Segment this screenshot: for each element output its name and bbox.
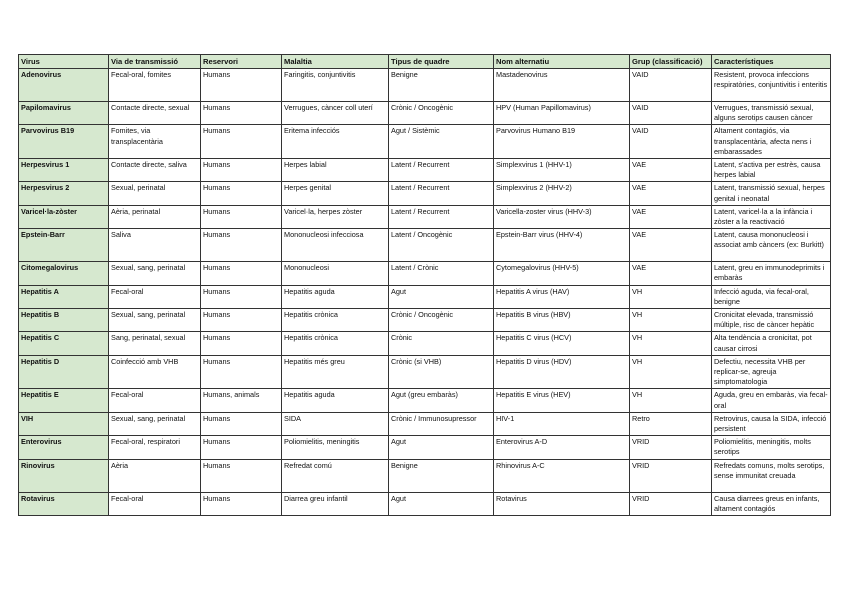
- header-reservoir: Reservori: [201, 55, 282, 69]
- cell-reservoir: Humans: [201, 436, 282, 459]
- cell-virus: Herpesvirus 2: [19, 182, 109, 205]
- table-header-row: [19, 55, 831, 69]
- cell-transmission: Fecal-oral: [109, 285, 201, 308]
- cell-alternative-name: Varicella-zoster virus (HHV-3): [494, 205, 630, 228]
- cell-characteristics: Latent, s'activa per estrès, causa herpes labial: [712, 159, 831, 182]
- cell-virus: Citomegalovirus: [19, 262, 109, 285]
- virus-table: [18, 54, 831, 516]
- cell-transmission: Fecal-oral: [109, 492, 201, 515]
- cell-virus: Hepatitis E: [19, 389, 109, 412]
- cell-reservoir: Humans: [201, 332, 282, 355]
- cell-transmission: Sexual, sang, perinatal: [109, 412, 201, 435]
- cell-condition-type: Benigne: [389, 69, 494, 102]
- cell-characteristics: Retrovirus, causa la SIDA, infecció persistent: [712, 412, 831, 435]
- cell-group: VRID: [630, 492, 712, 515]
- cell-condition-type: Latent / Recurrent: [389, 182, 494, 205]
- table-row: [19, 69, 831, 102]
- cell-disease: Eritema infecciós: [282, 125, 389, 159]
- header-disease: Malaltia: [282, 55, 389, 69]
- cell-alternative-name: HIV-1: [494, 412, 630, 435]
- cell-group: VRID: [630, 459, 712, 492]
- cell-disease: Mononucleosi: [282, 262, 389, 285]
- cell-disease: Faringitis, conjuntivitis: [282, 69, 389, 102]
- cell-group: VAE: [630, 262, 712, 285]
- cell-disease: Mononucleosi infecciosa: [282, 229, 389, 262]
- cell-alternative-name: Rhinovirus A-C: [494, 459, 630, 492]
- cell-condition-type: Crònic / Oncogènic: [389, 309, 494, 332]
- header-alternative-name: Nom alternatiu: [494, 55, 630, 69]
- cell-characteristics: Latent, transmissió sexual, herpes genital i neonatal: [712, 182, 831, 205]
- table-row: [19, 412, 831, 435]
- table-row: [19, 332, 831, 355]
- cell-disease: Hepatitis aguda: [282, 389, 389, 412]
- cell-virus: Papilomavirus: [19, 102, 109, 125]
- cell-reservoir: Humans: [201, 182, 282, 205]
- cell-transmission: Sang, perinatal, sexual: [109, 332, 201, 355]
- cell-virus: Rinovirus: [19, 459, 109, 492]
- cell-condition-type: Latent / Crònic: [389, 262, 494, 285]
- cell-virus: Varicel·la-zòster: [19, 205, 109, 228]
- cell-condition-type: Agut: [389, 492, 494, 515]
- cell-alternative-name: Hepatitis D virus (HDV): [494, 355, 630, 389]
- table-row: [19, 125, 831, 159]
- cell-characteristics: Alta tendència a cronicitat, pot causar cirrosi: [712, 332, 831, 355]
- cell-condition-type: Agut / Sistèmic: [389, 125, 494, 159]
- cell-transmission: Fecal-oral, fomites: [109, 69, 201, 102]
- table-row: [19, 285, 831, 308]
- cell-virus: Parvovirus B19: [19, 125, 109, 159]
- cell-group: VAID: [630, 102, 712, 125]
- cell-alternative-name: Epstein-Barr virus (HHV-4): [494, 229, 630, 262]
- cell-disease: SIDA: [282, 412, 389, 435]
- table-row: [19, 309, 831, 332]
- cell-characteristics: Latent, varicel·la a la infància i zòster a la reactivació: [712, 205, 831, 228]
- cell-virus: Hepatitis C: [19, 332, 109, 355]
- cell-disease: Verrugues, càncer coll uterí: [282, 102, 389, 125]
- cell-condition-type: Latent / Oncogènic: [389, 229, 494, 262]
- cell-virus: Herpesvirus 1: [19, 159, 109, 182]
- cell-disease: Refredat comú: [282, 459, 389, 492]
- cell-virus: Rotavirus: [19, 492, 109, 515]
- cell-virus: Hepatitis D: [19, 355, 109, 389]
- cell-alternative-name: Mastadenovirus: [494, 69, 630, 102]
- cell-condition-type: Agut (greu embaràs): [389, 389, 494, 412]
- cell-group: VAID: [630, 125, 712, 159]
- cell-virus: Epstein-Barr: [19, 229, 109, 262]
- cell-alternative-name: Enterovirus A-D: [494, 436, 630, 459]
- cell-transmission: Fecal-oral: [109, 389, 201, 412]
- cell-reservoir: Humans: [201, 102, 282, 125]
- cell-characteristics: Aguda, greu en embaràs, via fecal-oral: [712, 389, 831, 412]
- cell-disease: Herpes labial: [282, 159, 389, 182]
- cell-reservoir: Humans: [201, 309, 282, 332]
- cell-group: VH: [630, 332, 712, 355]
- cell-reservoir: Humans: [201, 285, 282, 308]
- cell-alternative-name: HPV (Human Papillomavirus): [494, 102, 630, 125]
- cell-disease: Hepatitis crònica: [282, 332, 389, 355]
- cell-characteristics: Resistent, provoca infeccions respiratòries, conjuntivitis i enteritis: [712, 69, 831, 102]
- cell-condition-type: Crònic: [389, 332, 494, 355]
- cell-characteristics: Latent, causa mononucleosi i associat amb càncers (ex: Burkitt): [712, 229, 831, 262]
- cell-group: VAE: [630, 229, 712, 262]
- cell-group: VH: [630, 355, 712, 389]
- cell-transmission: Contacte directe, sexual: [109, 102, 201, 125]
- cell-transmission: Sexual, sang, perinatal: [109, 262, 201, 285]
- header-group: Grup (classificació): [630, 55, 712, 69]
- cell-virus: VIH: [19, 412, 109, 435]
- cell-alternative-name: Hepatitis B virus (HBV): [494, 309, 630, 332]
- table-row: [19, 262, 831, 285]
- cell-characteristics: Poliomielitis, meningitis, molts serotips: [712, 436, 831, 459]
- cell-group: VAID: [630, 69, 712, 102]
- table-row: [19, 182, 831, 205]
- cell-transmission: Fomites, via transplacentària: [109, 125, 201, 159]
- cell-transmission: Sexual, perinatal: [109, 182, 201, 205]
- cell-reservoir: Humans: [201, 492, 282, 515]
- cell-transmission: Fecal-oral, respiratori: [109, 436, 201, 459]
- cell-virus: Hepatitis B: [19, 309, 109, 332]
- cell-reservoir: Humans: [201, 69, 282, 102]
- cell-characteristics: Altament contagiós, via transplacentària, afecta nens i embarassades: [712, 125, 831, 159]
- cell-alternative-name: Hepatitis A virus (HAV): [494, 285, 630, 308]
- cell-disease: Hepatitis més greu: [282, 355, 389, 389]
- cell-disease: Poliomielitis, meningitis: [282, 436, 389, 459]
- cell-condition-type: Latent / Recurrent: [389, 205, 494, 228]
- cell-alternative-name: Hepatitis C virus (HCV): [494, 332, 630, 355]
- cell-alternative-name: Simplexvirus 2 (HHV-2): [494, 182, 630, 205]
- cell-group: VAE: [630, 159, 712, 182]
- cell-transmission: Saliva: [109, 229, 201, 262]
- cell-reservoir: Humans: [201, 459, 282, 492]
- cell-reservoir: Humans: [201, 125, 282, 159]
- cell-transmission: Contacte directe, saliva: [109, 159, 201, 182]
- cell-disease: Herpes genital: [282, 182, 389, 205]
- cell-condition-type: Latent / Recurrent: [389, 159, 494, 182]
- cell-characteristics: Infecció aguda, via fecal-oral, benigne: [712, 285, 831, 308]
- cell-group: VH: [630, 389, 712, 412]
- table-row: [19, 389, 831, 412]
- cell-virus: Enterovirus: [19, 436, 109, 459]
- cell-characteristics: Verrugues, transmissió sexual, alguns serotips causen càncer: [712, 102, 831, 125]
- table-row: [19, 159, 831, 182]
- cell-characteristics: Causa diarrees greus en infants, altament contagiós: [712, 492, 831, 515]
- cell-virus: Hepatitis A: [19, 285, 109, 308]
- cell-disease: Hepatitis aguda: [282, 285, 389, 308]
- table-row: [19, 229, 831, 262]
- cell-reservoir: Humans: [201, 159, 282, 182]
- header-characteristics: Característiques: [712, 55, 831, 69]
- header-virus: Virus: [19, 55, 109, 69]
- cell-reservoir: Humans: [201, 229, 282, 262]
- table-row: [19, 459, 831, 492]
- cell-condition-type: Crònic / Immunosupressor: [389, 412, 494, 435]
- cell-characteristics: Cronicitat elevada, transmissió múltiple, risc de càncer hepàtic: [712, 309, 831, 332]
- table-row: [19, 436, 831, 459]
- cell-disease: Varicel·la, herpes zòster: [282, 205, 389, 228]
- cell-condition-type: Benigne: [389, 459, 494, 492]
- cell-group: Retro: [630, 412, 712, 435]
- cell-alternative-name: Rotavirus: [494, 492, 630, 515]
- cell-reservoir: Humans, animals: [201, 389, 282, 412]
- cell-condition-type: Agut: [389, 436, 494, 459]
- cell-transmission: Coinfecció amb VHB: [109, 355, 201, 389]
- cell-reservoir: Humans: [201, 262, 282, 285]
- cell-characteristics: Defectiu, necessita VHB per replicar-se, agreuja simptomatologia: [712, 355, 831, 389]
- cell-group: VH: [630, 309, 712, 332]
- table-row: [19, 102, 831, 125]
- cell-characteristics: Latent, greu en immunodeprimits i embaràs: [712, 262, 831, 285]
- cell-reservoir: Humans: [201, 412, 282, 435]
- cell-transmission: Aèria: [109, 459, 201, 492]
- cell-alternative-name: Parvovirus Humano B19: [494, 125, 630, 159]
- table-row: [19, 205, 831, 228]
- header-condition-type: Tipus de quadre: [389, 55, 494, 69]
- cell-condition-type: Agut: [389, 285, 494, 308]
- cell-alternative-name: Cytomegalovirus (HHV-5): [494, 262, 630, 285]
- cell-reservoir: Humans: [201, 355, 282, 389]
- cell-group: VAE: [630, 182, 712, 205]
- cell-condition-type: Crònic / Oncogènic: [389, 102, 494, 125]
- cell-disease: Hepatitis crònica: [282, 309, 389, 332]
- cell-reservoir: Humans: [201, 205, 282, 228]
- cell-transmission: Sexual, sang, perinatal: [109, 309, 201, 332]
- cell-transmission: Aèria, perinatal: [109, 205, 201, 228]
- cell-disease: Diarrea greu infantil: [282, 492, 389, 515]
- cell-group: VAE: [630, 205, 712, 228]
- cell-condition-type: Crònic (si VHB): [389, 355, 494, 389]
- table-row: [19, 492, 831, 515]
- cell-virus: Adenovirus: [19, 69, 109, 102]
- cell-group: VRID: [630, 436, 712, 459]
- cell-group: VH: [630, 285, 712, 308]
- cell-alternative-name: Hepatitis E virus (HEV): [494, 389, 630, 412]
- cell-alternative-name: Simplexvirus 1 (HHV-1): [494, 159, 630, 182]
- header-transmission: Via de transmissió: [109, 55, 201, 69]
- table-row: [19, 355, 831, 389]
- cell-characteristics: Refredats comuns, molts serotips, sense immunitat creuada: [712, 459, 831, 492]
- virus-table-sheet: [18, 54, 830, 516]
